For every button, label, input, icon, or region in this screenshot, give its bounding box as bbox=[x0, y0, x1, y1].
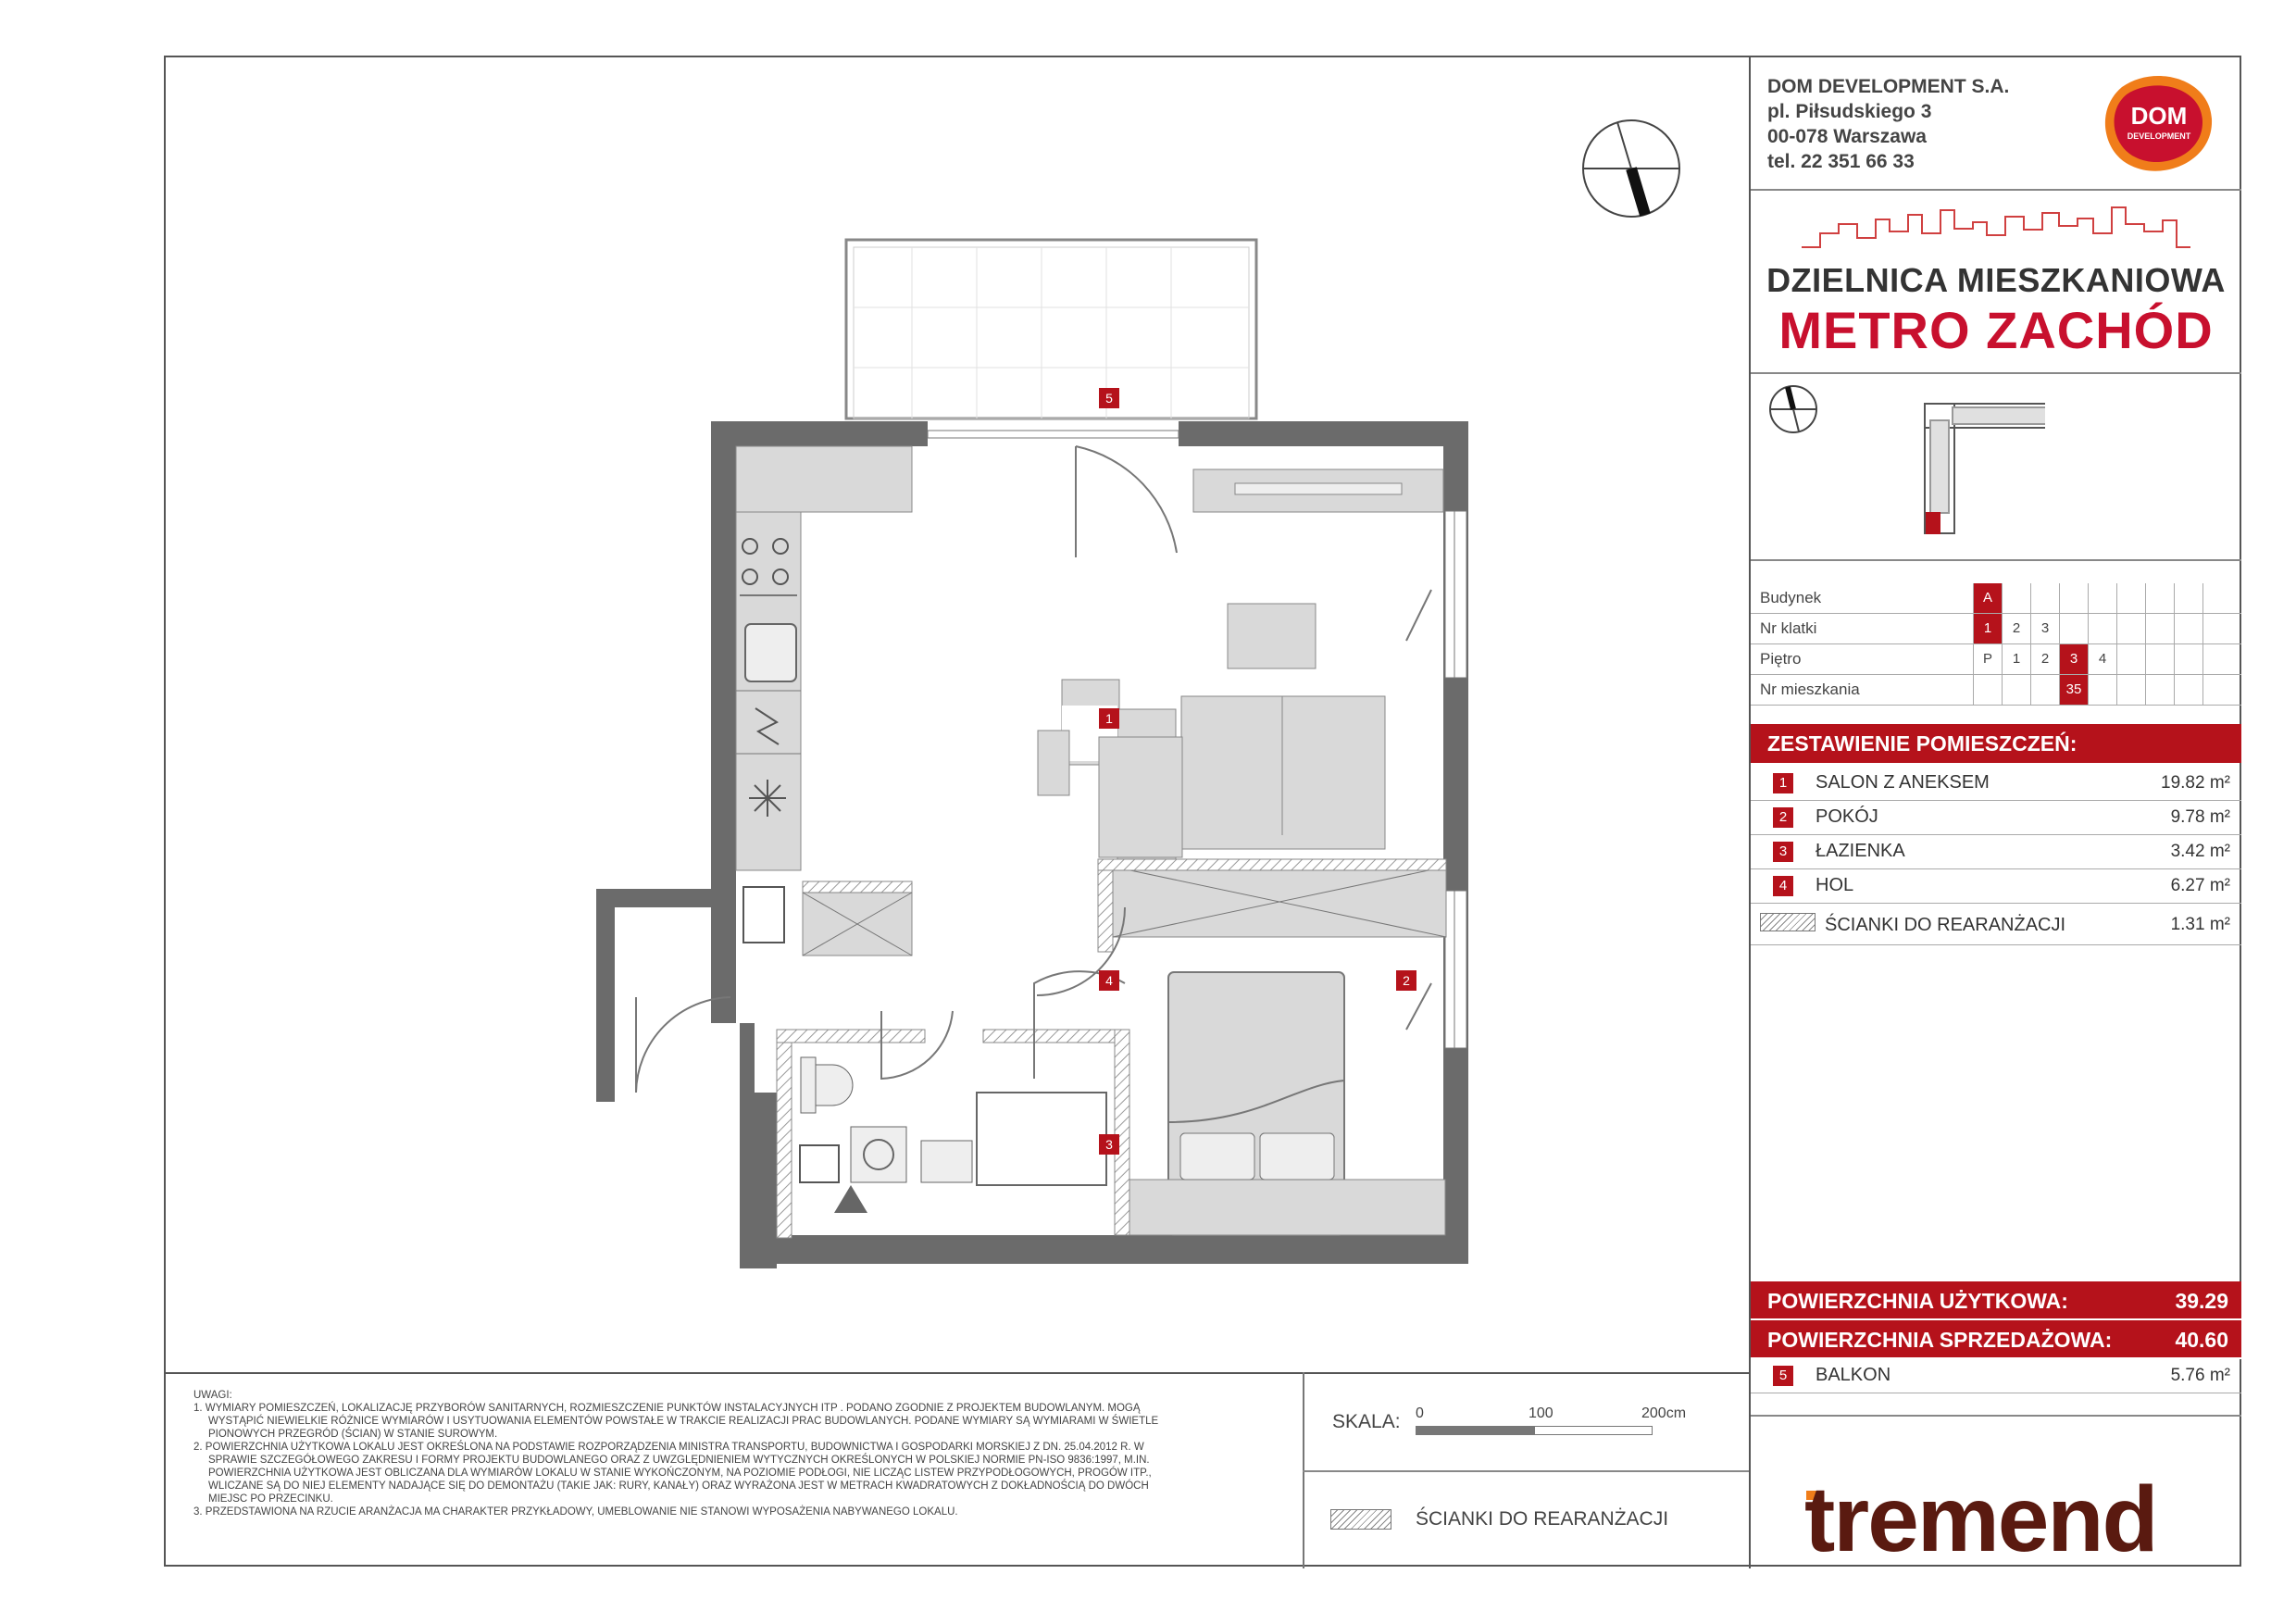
floor-plan bbox=[166, 57, 1749, 1372]
grid-cell bbox=[2174, 614, 2202, 643]
grid-cell bbox=[2174, 583, 2202, 613]
note-line: PIONOWYCH PRZEGRÓD (ŚCIAN) W STANIE SUROWYM. bbox=[208, 1429, 498, 1440]
grid-label-building: Budynek bbox=[1760, 589, 1822, 606]
room-number: 1 bbox=[1773, 773, 1793, 793]
grid-cell bbox=[2202, 583, 2231, 613]
grid-cell bbox=[2174, 675, 2202, 705]
entrance-arrow-icon bbox=[834, 1185, 867, 1213]
project-name-line2: METRO ZACHÓD bbox=[1778, 301, 2214, 359]
sink-icon bbox=[745, 624, 796, 681]
scale-tick-100: 100 bbox=[1529, 1405, 1554, 1421]
room-row bbox=[1751, 767, 2241, 801]
logo-subtext: DEVELOPMENT bbox=[2127, 131, 2191, 141]
room-row bbox=[1751, 801, 2241, 835]
divider bbox=[1303, 1470, 1749, 1472]
hatch-swatch-icon bbox=[1760, 913, 1816, 931]
grid-row-apartment bbox=[1751, 675, 2241, 706]
company-name: DOM DEVELOPMENT S.A. bbox=[1767, 76, 2010, 97]
usable-area-value: 39.29 bbox=[2175, 1289, 2228, 1313]
room-area: 19.82 m² bbox=[2161, 773, 2230, 793]
legend-hatch-icon bbox=[1330, 1509, 1391, 1530]
info-panel bbox=[1751, 57, 2241, 1567]
grid-cell bbox=[2088, 583, 2116, 613]
plan-label-2: 2 bbox=[1403, 973, 1410, 988]
grid-cell: 4 bbox=[2088, 644, 2116, 674]
sheet-frame bbox=[164, 56, 2241, 1571]
grid-cell bbox=[2059, 583, 2088, 613]
balcony-name: BALKON bbox=[1816, 1365, 1891, 1385]
grid-cell bbox=[2145, 614, 2174, 643]
washing-machine-icon bbox=[851, 1127, 906, 1182]
company-street: pl. Piłsudskiego 3 bbox=[1767, 101, 1932, 122]
tremend-logo: tremend bbox=[1804, 1468, 2157, 1571]
plan-label-3: 3 bbox=[1105, 1137, 1113, 1152]
company-phone: tel. 22 351 66 33 bbox=[1767, 151, 1915, 172]
room-area: 6.27 m² bbox=[2170, 876, 2230, 895]
usable-area-label: POWIERZCHNIA UŻYTKOWA: bbox=[1767, 1289, 2068, 1313]
balcony-number: 5 bbox=[1773, 1366, 1793, 1386]
grid-cell: 35 bbox=[2059, 675, 2088, 705]
company-city: 00-078 Warszawa bbox=[1767, 126, 1927, 147]
building-plan-icon bbox=[1925, 404, 2045, 533]
grid-cell bbox=[2088, 675, 2116, 705]
grid-cell: 2 bbox=[2002, 614, 2030, 643]
balcony-area: 5.76 m² bbox=[2170, 1366, 2230, 1385]
fridge-icon bbox=[749, 780, 786, 817]
balcony bbox=[846, 240, 1256, 418]
grid-cell bbox=[2030, 675, 2059, 705]
room-name: HOL bbox=[1816, 875, 1854, 895]
divider-horizontal bbox=[166, 1372, 1749, 1374]
sales-area-value: 40.60 bbox=[2175, 1328, 2228, 1352]
grid-cell bbox=[2145, 644, 2174, 674]
separator bbox=[1751, 559, 2241, 561]
room-name: POKÓJ bbox=[1816, 806, 1878, 827]
grid-cell: P bbox=[1973, 644, 2002, 674]
bathroom bbox=[777, 1030, 1129, 1238]
grid-cell bbox=[2059, 614, 2088, 643]
sales-area-row bbox=[1751, 1320, 2241, 1359]
project-name-line1: DZIELNICA MIESZKANIOWA bbox=[1766, 261, 2226, 299]
usable-area-row bbox=[1751, 1281, 2241, 1320]
rooms-header: ZESTAWIENIE POMIESZCZEŃ: bbox=[1751, 724, 2241, 763]
room-number: 2 bbox=[1773, 807, 1793, 828]
partitions-name: ŚCIANKI DO REARANŻACJI bbox=[1825, 915, 2066, 935]
legend-label: ŚCIANKI DO REARANŻACJI bbox=[1416, 1508, 1669, 1530]
grid-cell bbox=[2202, 614, 2231, 643]
grid-cell bbox=[2202, 644, 2231, 674]
living-furniture bbox=[1038, 469, 1443, 867]
room-name: ŁAZIENKA bbox=[1816, 841, 1905, 861]
room-number: 3 bbox=[1773, 842, 1793, 862]
room-row bbox=[1751, 869, 2241, 904]
notes bbox=[193, 1389, 1286, 1518]
separator bbox=[1751, 189, 2241, 191]
small-compass-icon bbox=[1770, 386, 1816, 432]
plan-label-1: 1 bbox=[1105, 711, 1113, 726]
grid-cell bbox=[1973, 675, 2002, 705]
grid-cell: A bbox=[1973, 583, 2002, 613]
note-line: 3. PRZEDSTAWIONA NA RZUCIE ARANŻACJA MA CHARAKTER PRZYKŁADOWY, UMEBLOWANIE NIE STANOWI WYPOSAŻENIA NABYWANEGO LOKALU. bbox=[193, 1506, 958, 1518]
utility-cabinet bbox=[803, 881, 912, 956]
room-area: 9.78 m² bbox=[2170, 807, 2230, 827]
note-line: POWIERZCHNIA UŻYTKOWA JEST OBLICZANA DLA WYMIARÓW LOKALU W STANIE WYKOŃCZONYM, NA POZIOMIE PODŁOGI, NIE LICZĄC LISTEW PRZYPODŁOGOWYCH, PROGÓW ITP., bbox=[208, 1468, 1152, 1479]
wardrobe bbox=[1098, 859, 1446, 952]
scale-tick-200: 200cm bbox=[1641, 1405, 1687, 1421]
room-row bbox=[1751, 835, 2241, 869]
grid-cell bbox=[2002, 583, 2030, 613]
toilet-icon bbox=[801, 1057, 853, 1113]
scale-bar-filled bbox=[1416, 1426, 1534, 1435]
grid-cell bbox=[2002, 675, 2030, 705]
washbasin-icon bbox=[921, 1141, 972, 1182]
grid-cell: 2 bbox=[2030, 644, 2059, 674]
north-compass-icon bbox=[1583, 120, 1679, 217]
partitions-area: 1.31 m² bbox=[2170, 915, 2230, 934]
skyline-icon bbox=[1802, 206, 2190, 252]
scale-tick-0: 0 bbox=[1416, 1405, 1424, 1421]
note-line: WYSTĄPIĆ NIEWIELKIE RÓŻNICE WYMIARÓW I USYTUOWANIA ELEMENTÓW POWSTAŁE W TRAKCIE REALIZACJI PRAC BUDOWLANYCH. PODANE WYMIARY SĄ WYMIARAMI W ŚWIETLE bbox=[208, 1416, 1159, 1427]
scale-bar-empty bbox=[1534, 1426, 1653, 1435]
grid-cell: 1 bbox=[2002, 644, 2030, 674]
grid-cell bbox=[2145, 675, 2174, 705]
grid-cell bbox=[2030, 583, 2059, 613]
partitions-row bbox=[1751, 906, 2241, 945]
shower-icon bbox=[977, 1093, 1106, 1185]
logo-text: DOM bbox=[2130, 102, 2188, 130]
grid-label-apartment: Nr mieszkania bbox=[1760, 681, 1860, 698]
key-plan bbox=[1767, 383, 2045, 587]
separator bbox=[1751, 372, 2241, 374]
grid-cell bbox=[2116, 675, 2145, 705]
dom-development-logo bbox=[2099, 69, 2219, 180]
grid-cell bbox=[2116, 614, 2145, 643]
note-line: MIEJSC PO PRZECINKU. bbox=[208, 1493, 333, 1505]
company-address bbox=[1767, 74, 2009, 174]
plan-label-4: 4 bbox=[1105, 973, 1113, 988]
kitchen-unit bbox=[736, 446, 912, 943]
bed bbox=[1129, 972, 1445, 1235]
balcony-row bbox=[1751, 1359, 2241, 1393]
room-area: 3.42 m² bbox=[2170, 842, 2230, 861]
location-grid bbox=[1751, 583, 2241, 706]
grid-cell: 3 bbox=[2030, 614, 2059, 643]
grid-row-building bbox=[1751, 583, 2241, 614]
room-name: SALON Z ANEKSEM bbox=[1816, 772, 1990, 793]
room-number: 4 bbox=[1773, 876, 1793, 896]
grid-row-staircase bbox=[1751, 614, 2241, 644]
grid-cell bbox=[2174, 644, 2202, 674]
notes-title: UWAGI: bbox=[193, 1390, 232, 1401]
grid-cell bbox=[2145, 583, 2174, 613]
grid-cell bbox=[2088, 614, 2116, 643]
note-line: 1. WYMIARY POMIESZCZEŃ, LOKALIZACJĘ PRZYBORÓW SANITARNYCH, ROZMIESZCZENIE PUNKTÓW INSTALACYJNYCH ITP . PODANO ZGODNIE Z PROJEKTEM BUDOWLANYM. MOGĄ bbox=[193, 1403, 1141, 1414]
scale-label: SKALA: bbox=[1332, 1411, 1401, 1432]
grid-label-staircase: Nr klatki bbox=[1760, 619, 1817, 637]
separator bbox=[1751, 1415, 2241, 1417]
grid-cell bbox=[2202, 675, 2231, 705]
grid-cell: 3 bbox=[2059, 644, 2088, 674]
note-line: SPRAWIE SZCZEGÓŁOWEGO ZAKRESU I FORMY PROJEKTU BUDOWLANEGO ORAZ Z UWZGLĘDNIENIEM WYTYCZNYCH OKREŚLONYCH W POLSKIEJ NORMIE PN-ISO 9836:1997, M.IN. bbox=[208, 1455, 1150, 1466]
note-line: 2. POWIERZCHNIA UŻYTKOWA LOKALU JEST OKREŚLONA NA PODSTAWIE ROZPORZĄDZENIA MINISTRA TRANSPORTU, BUDOWNICTWA I GOSPODARKI MORSKIEJ Z DN. 25.04.2012 R. W bbox=[193, 1442, 1144, 1453]
grid-label-floor: Piętro bbox=[1760, 650, 1802, 668]
grid-cell bbox=[2116, 583, 2145, 613]
grid-row-floor bbox=[1751, 644, 2241, 675]
grid-cell bbox=[2116, 644, 2145, 674]
plan-label-5: 5 bbox=[1105, 391, 1113, 406]
grid-cell: 1 bbox=[1973, 614, 2002, 643]
sales-area-label: POWIERZCHNIA SPRZEDAŻOWA: bbox=[1767, 1328, 2113, 1352]
note-line: WLICZANE SĄ DO NIEJ ELEMENTY NADAJĄCE SIĘ DO DEMONTAŻU (TAKIE JAK: RURY, KANAŁY) ORAZ WYRAŻONA JEST W METRACH KWADRATOWYCH Z DOKŁADNOŚCIĄ DO DWÓCH bbox=[208, 1480, 1149, 1492]
